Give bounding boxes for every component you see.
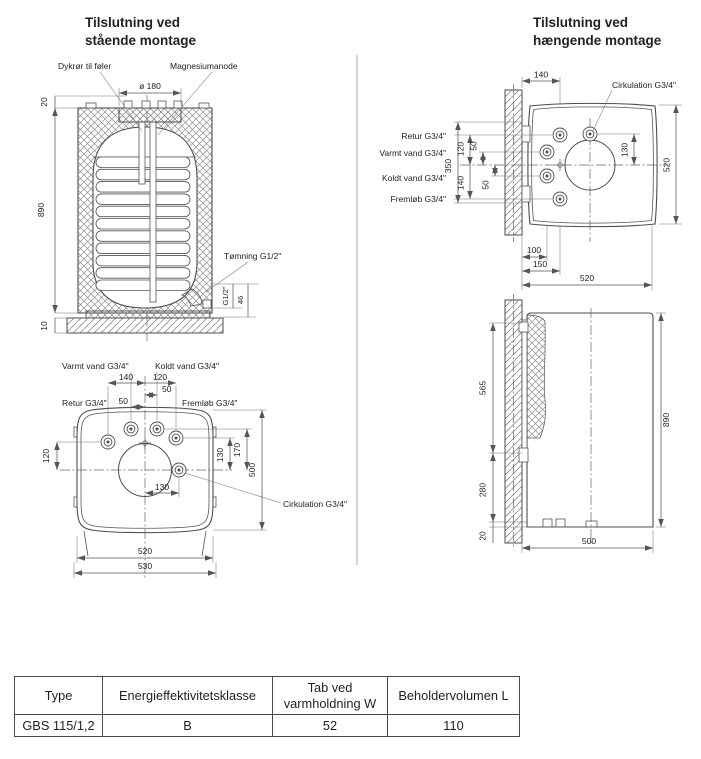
fremloeb-port — [553, 192, 567, 206]
bracket-top — [519, 322, 528, 332]
label-toemning: Tømning G1/2" — [224, 251, 282, 261]
header-standby-loss: Tab ved varmholdning W — [273, 677, 388, 715]
dim-base-10: 10 — [39, 321, 49, 331]
dim-140-top: 140 — [533, 69, 549, 80]
label-koldt-vand: Koldt vand G3/4" — [155, 361, 219, 371]
dim-140-left: 140 — [455, 175, 466, 191]
dim-890: 890 — [661, 412, 671, 428]
dim-130-right: 130 — [215, 447, 225, 463]
dim-130: 130 — [619, 142, 630, 158]
dim-520-right: 520 — [661, 157, 672, 173]
hanging-top-view-diagram — [379, 70, 682, 291]
cirkulation-port — [172, 463, 186, 477]
spec-table — [14, 676, 520, 737]
koldt-vand-port — [150, 422, 164, 436]
label-fremloeb: Fremløb G3/4" — [182, 398, 238, 408]
dim-565: 565 — [477, 380, 488, 396]
wall-bracket-upper — [522, 126, 530, 142]
tank-stand — [86, 311, 210, 318]
dim-120: 120 — [455, 141, 466, 157]
retur-port — [553, 128, 567, 142]
bottom-stub — [543, 519, 552, 527]
spec-table-header-row — [15, 677, 520, 715]
dim-50-right: 50 — [162, 384, 172, 394]
standing-heading-line1: Tilslutning ved — [85, 15, 181, 30]
value-type: GBS 115/1,2 — [15, 715, 103, 737]
wall-bracket-lower — [522, 186, 530, 202]
dim-50-left: 50 — [118, 396, 128, 406]
mounting-rail — [522, 320, 527, 458]
dim-20: 20 — [477, 531, 488, 541]
label-varmt-vand: Varmt vand G3/4" — [62, 361, 129, 371]
varmt-vand-port — [124, 422, 138, 436]
label-koldt-vand: Koldt vand G3/4" — [382, 173, 446, 183]
header-energy-class: Energieffektivitetsklasse — [103, 677, 273, 715]
dim-100: 100 — [526, 245, 542, 255]
insulation-cutaway — [527, 315, 546, 438]
hanging-side-view-diagram — [478, 294, 672, 553]
bottom-stub — [586, 521, 597, 527]
dim-g12: G1/2" — [221, 286, 230, 306]
varmt-vand-port — [540, 145, 554, 159]
tank-outline — [527, 313, 653, 527]
dim-height-890: 890 — [36, 202, 46, 218]
hanging-heading — [533, 15, 662, 48]
dim-500: 500 — [247, 462, 257, 478]
value-standby-loss: 52 — [273, 715, 388, 737]
label-varmt-vand: Varmt vand G3/4" — [379, 148, 446, 158]
cross-section-diagram — [36, 61, 281, 341]
dim-50-bottom: 50 — [480, 180, 491, 190]
dim-350: 350 — [443, 158, 453, 174]
label-dykroer: Dykrør til føler — [58, 61, 112, 71]
wall-section — [505, 90, 522, 235]
label-magnesiumanode: Magnesiumanode — [170, 61, 238, 71]
dim-520: 520 — [137, 546, 153, 556]
dim-top-20: 20 — [39, 97, 49, 107]
dim-46: 46 — [236, 295, 245, 305]
dim-130-bottom: 130 — [154, 482, 170, 492]
dim-150: 150 — [532, 259, 548, 269]
standing-heading-line2: stående montage — [85, 33, 197, 48]
hanging-heading-line1: Tilslutning ved — [533, 15, 629, 30]
bottom-view-diagram — [41, 361, 347, 580]
dim-500: 500 — [581, 536, 597, 546]
spec-table-data-row — [15, 715, 520, 737]
dim-170: 170 — [232, 442, 242, 458]
base-plate — [67, 318, 223, 333]
value-volume: 110 — [388, 715, 520, 737]
dim-120-side: 120 — [41, 448, 51, 464]
dim-140: 140 — [118, 372, 134, 382]
retur-port — [101, 435, 115, 449]
bottom-stub — [556, 519, 565, 527]
label-cirkulation: Cirkulation G3/4" — [612, 80, 676, 90]
top-flange — [119, 108, 181, 122]
value-energy-class: B — [103, 715, 273, 737]
anode-rod — [150, 122, 156, 302]
dim-520-bottom: 520 — [579, 273, 595, 283]
dim-530: 530 — [137, 561, 153, 571]
koldt-vand-port — [540, 169, 554, 183]
header-type: Type — [15, 677, 103, 715]
dim-280: 280 — [477, 482, 488, 498]
fremloeb-port — [169, 431, 183, 445]
standing-heading — [85, 15, 197, 48]
bracket-bottom — [519, 448, 528, 462]
sensor-pocket-tube — [139, 122, 145, 184]
cirkulation-port — [583, 127, 597, 141]
hanging-heading-line2: hængende montage — [533, 33, 662, 48]
dim-120-top: 120 — [152, 372, 168, 382]
label-retur: Retur G3/4" — [62, 398, 107, 408]
label-cirkulation: Cirkulation G3/4" — [283, 499, 347, 509]
header-volume: Beholdervolumen L — [388, 677, 520, 715]
dim-diameter-180: ø 180 — [139, 81, 161, 91]
dim-50-top: 50 — [468, 141, 479, 151]
label-retur: Retur G3/4" — [401, 131, 446, 141]
label-fremloeb: Fremløb G3/4" — [390, 194, 446, 204]
